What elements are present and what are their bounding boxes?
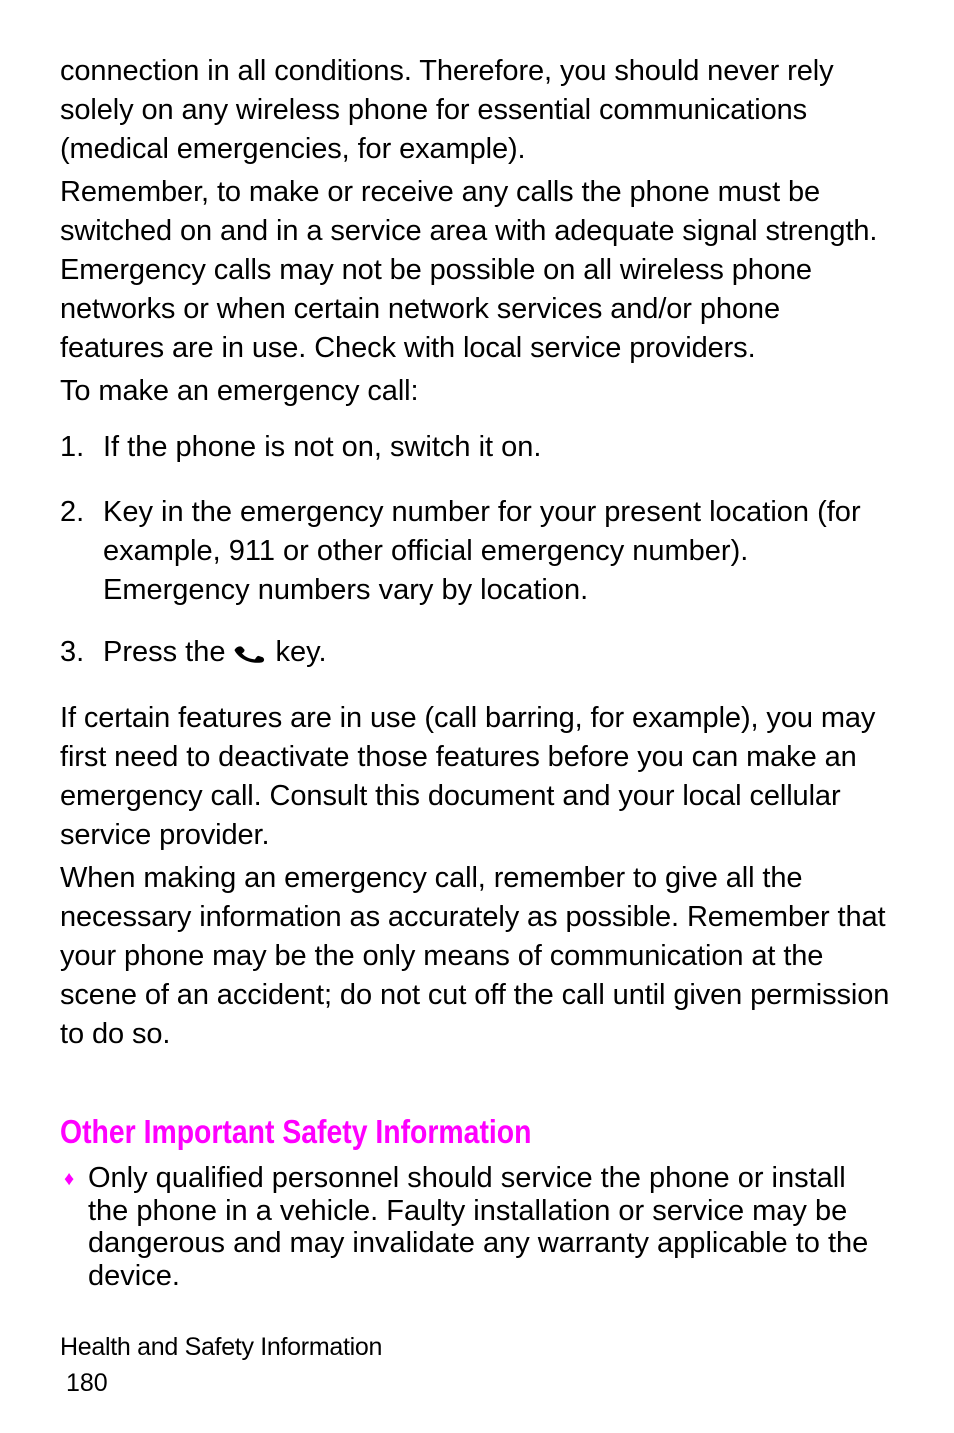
step-number: 1. bbox=[60, 431, 85, 463]
diamond-bullet-icon: ♦ bbox=[64, 1168, 75, 1190]
after-paragraph-2: When making an emergency call, remember to give all the necessary information as accurately as possible. Remember that your phone may be the only means of communication at the scene of an accident; do not cut off the call until given permission to do so. bbox=[60, 862, 890, 1050]
after-paragraph-1: If certain features are in use (call barring, for example), you may first need to deactivate those features before you can make an emergency call. Consult this document and your local cellular service provider. bbox=[60, 702, 876, 851]
list-item bbox=[60, 428, 890, 467]
footer-title: Health and Safety Information bbox=[60, 1333, 383, 1361]
step-text: If the phone is not on, switch it on. bbox=[103, 431, 542, 463]
intro-paragraph-1: connection in all conditions. Therefore, you should never rely solely on any wireless phone for essential communications (medical emergencies, for example). bbox=[60, 55, 834, 165]
intro-paragraph-2: Remember, to make or receive any calls the phone must be switched on and in a service area with adequate signal strength. Emergency calls may not be possible on all wireless phone networks or when certain network services and/or phone features are in use. Check with local service providers. bbox=[60, 176, 878, 364]
step-text: Key in the emergency number for your present location (for example, 911 or other official emergency number). Emergency numbers vary by location. bbox=[103, 496, 861, 606]
list-item bbox=[64, 1162, 874, 1292]
step-text-post: key. bbox=[275, 636, 327, 668]
emergency-steps-list bbox=[60, 428, 890, 676]
page-body bbox=[60, 52, 890, 1054]
step-text-pre: Press the bbox=[103, 636, 226, 668]
step-number: 3. bbox=[60, 636, 85, 668]
list-item bbox=[60, 633, 890, 676]
bullet-list bbox=[64, 1162, 874, 1292]
list-item bbox=[60, 493, 890, 610]
step-number: 2. bbox=[60, 496, 85, 528]
section-heading: Other Important Safety Information bbox=[60, 1113, 532, 1150]
page-number: 180 bbox=[66, 1369, 108, 1397]
bullet-text: Only qualified personnel should service the phone or install the phone in a vehicle. Faulty installation or service may be dangerous and may invalidate any warranty applicable to the device. bbox=[88, 1162, 869, 1292]
send-key-icon bbox=[232, 637, 268, 676]
intro-paragraph-3: To make an emergency call: bbox=[60, 375, 419, 407]
